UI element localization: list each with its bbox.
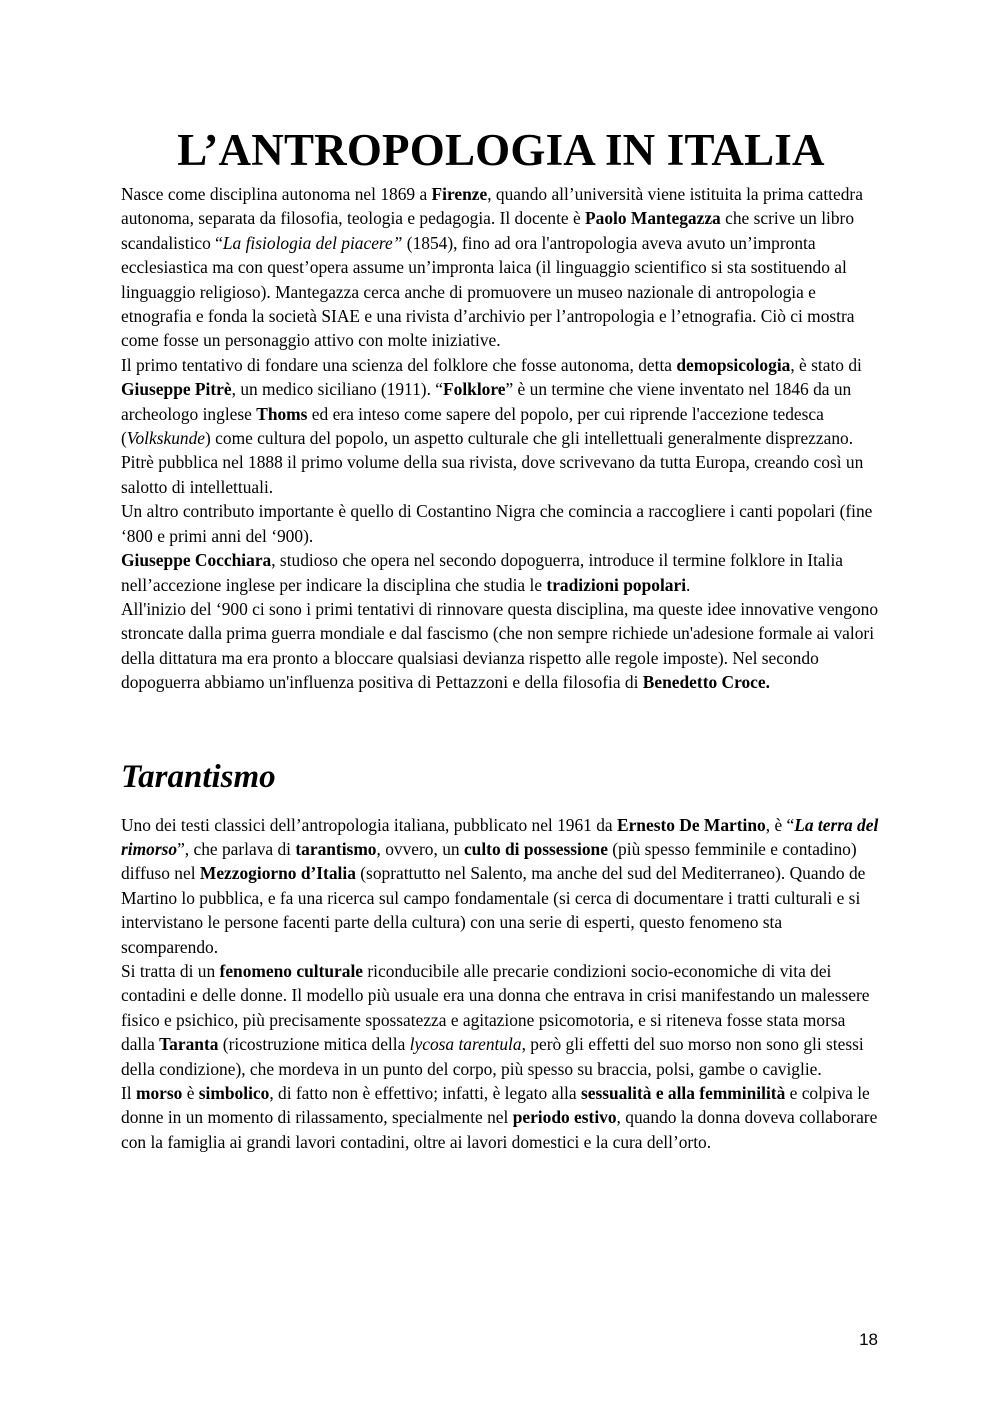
page-title: L’ANTROPOLOGIA IN ITALIA <box>177 125 825 175</box>
section-heading-tarantismo: Tarantismo <box>121 758 276 795</box>
text-run: Paolo Mantegazza <box>585 208 721 229</box>
text-run: riconducibile alle precarie condizioni socio-economiche di vita dei contadini e delle donne. Il modello più usuale era una donna che entrava in crisi manifestando un malessere fisico e psichico, più precisamente spossatezza e agitazione psicomotoria, e si riteneva fosse stata morsa dalla <box>121 960 870 1055</box>
paragraph <box>121 597 881 695</box>
text-run: Taranta <box>159 1034 219 1055</box>
page-content <box>121 122 881 1154</box>
text-run: , studioso che opera nel secondo dopoguerra, introduce il termine folklore in Italia nell’accezione inglese per indicare la disciplina che studia le <box>121 550 844 595</box>
text-run: , un medico siciliano (1911). “ <box>231 379 443 400</box>
text-run: , di fatto non è effettivo; infatti, è legato alla <box>269 1083 581 1103</box>
text-run: Benedetto Croce. <box>642 672 770 693</box>
text-run: Volkskunde <box>126 428 206 449</box>
text-run: periodo estivo <box>512 1107 617 1128</box>
paragraph <box>121 499 881 548</box>
text-run: ” è un termine che viene inventato nel 1846 da un archeologo inglese <box>121 379 852 424</box>
text-run: Un altro contributo importante è quello di Costantino Nigra che comincia a raccogliere i canti popolari (fine ‘800 e primi anni del ‘900). <box>121 501 873 546</box>
text-run: , ovvero, un <box>376 838 464 859</box>
text-run: lycosa tarentula <box>409 1034 522 1055</box>
text-run: Folklore <box>443 379 506 400</box>
page-number: 18 <box>859 1330 878 1349</box>
paragraph <box>121 1081 881 1154</box>
paragraph <box>121 959 881 1081</box>
text-run: (1854), fino ad ora l'antropologia aveva avuto un’impronta ecclesiastica ma con quest’opera assume un’impronta laica (il linguaggio scientifico si sta sostituendo al linguaggio religioso). Mantegazza cerca anche di promuovere un museo nazionale di antropologia e etnografia e fonda la società SIAE e una rivista d’archivio per l’antropologia e l’etnografia. Ciò ci mostra come fosse un personaggio attivo con molte iniziative. <box>121 232 855 351</box>
text-run: All'inizio del ‘900 ci sono i primi tentativi di rinnovare questa disciplina, ma queste idee innovative vengono stroncate dalla prima guerra mondiale e dal fascismo (che non sempre richiede un'adesione formale ai valori della dittatura ma era pronto a bloccare qualsiasi devianza rispetto alle regole imposte). Nel secondo dopoguerra abbiamo un'influenza positiva di Pettazzoni e della filosofia di <box>121 598 879 693</box>
text-run: Giuseppe Pitrè <box>121 379 232 400</box>
text-run: (ricostruzione mitica della <box>218 1034 410 1055</box>
text-run: sessualità e alla femminilità <box>580 1083 786 1103</box>
text-run: (più spesso femminile e contadino) diffuso nel <box>121 838 857 884</box>
text-run: , quando la donna doveva collaborare con la famiglia ai grandi lavori contadini, oltre ai lavori domestici e la cura dell’orto. <box>121 1107 878 1152</box>
text-run: Thoms <box>256 403 308 424</box>
section-intro <box>121 182 881 695</box>
paragraph <box>121 548 881 597</box>
text-run: , è “ <box>765 814 795 835</box>
text-run: culto di possessione <box>463 838 608 859</box>
text-run: La terra del rimorso <box>121 814 879 859</box>
text-run: Firenze <box>431 184 488 204</box>
text-run: che scrive un libro scandalistico “ <box>121 208 855 253</box>
text-run: Si tratta di un <box>121 960 220 981</box>
paragraph <box>121 353 881 451</box>
paragraph <box>121 450 881 499</box>
text-run: simbolico <box>198 1083 270 1103</box>
text-run: Mezzogiorno d’Italia <box>199 863 356 884</box>
text-run: fenomeno culturale <box>219 960 363 981</box>
text-run: Nasce come disciplina autonoma nel 1869 a <box>121 184 432 204</box>
section-tarantismo <box>121 813 881 1155</box>
text-run: Il primo tentativo di fondare una scienza del folklore che fosse autonoma, detta <box>121 354 677 375</box>
text-run: ed era inteso come sapere del popolo, per cui riprende l'accezione tedesca ( <box>121 403 824 449</box>
text-run: Ernesto De Martino <box>616 814 766 835</box>
text-run: , quando all’università viene istituita la prima cattedra autonoma, separata da filosofia, teologia e pedagogia. Il docente è <box>121 184 863 229</box>
text-run: morso <box>135 1083 183 1103</box>
text-run: , è stato di <box>790 354 862 375</box>
text-run: demopsicologia <box>676 354 791 375</box>
text-run: ) come cultura del popolo, un aspetto culturale che gli intellettuali generalmente disprezzano. <box>205 428 854 449</box>
text-run: Pitrè pubblica nel 1888 il primo volume della sua rivista, dove scrivevano da tutta Europa, creando così un salotto di intellettuali. <box>121 452 864 497</box>
paragraph <box>121 182 881 353</box>
text-run: ”, che parlava di <box>177 838 296 859</box>
text-run: e colpiva le donne in un momento di rilassamento, specialmente nel <box>121 1083 870 1128</box>
text-run: è <box>182 1083 199 1103</box>
text-run: (soprattutto nel Salento, ma anche del sud del Mediterraneo). Quando de Martino lo pubblica, e fa una ricerca sul campo fondamentale (si cerca di documentare i tratti culturali e si intervistano le persone facenti parte della cultura) con una serie di esperti, questo fenomeno sta scomparendo. <box>121 863 866 957</box>
text-run: tarantismo <box>295 838 377 859</box>
text-run: Uno dei testi classici dell’antropologia italiana, pubblicato nel 1961 da <box>121 814 617 835</box>
text-run: Il <box>121 1083 136 1103</box>
text-run: La fisiologia del piacere” <box>222 232 403 253</box>
paragraph <box>121 813 881 959</box>
text-run: , però gli effetti del suo morso non sono gli stessi della condizione), che mordeva in un punto del corpo, più spesso su braccia, polsi, gambe o caviglie. <box>121 1034 864 1079</box>
text-run: . <box>686 574 691 595</box>
text-run: Giuseppe Cocchiara <box>121 550 272 571</box>
text-run: tradizioni popolari <box>546 574 687 595</box>
